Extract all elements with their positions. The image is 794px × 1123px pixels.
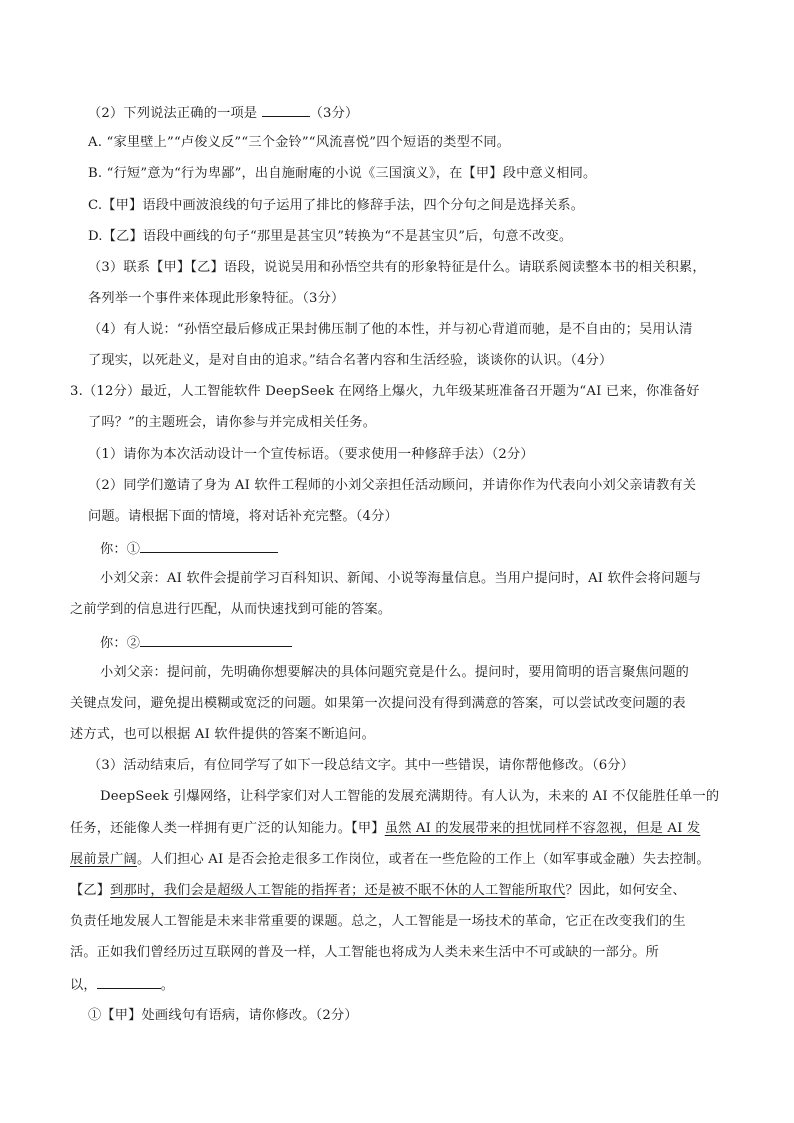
speaker-label: 你：② [100,636,141,651]
underlined-sentence-jia: 虽然 AI 的发展带来的担忧同样不容忽视，但是 AI 发 [384,821,701,836]
answer-blank-2[interactable] [140,632,292,647]
answer-blank-1[interactable] [140,538,278,553]
underlined-sentence-jia-end: 展前景广阔 [70,852,137,867]
question-text: （2）下列说法正确的一项是 [88,106,262,121]
summary-para-line3 [70,850,710,870]
summary-text: 以， [70,978,97,993]
summary-text: ？因此，如何安全、 [565,883,686,898]
question-3-line1: 3.（12分）最近，人工智能软件 DeepSeek 在网络上爆火，九年级某班准备召开题为“AI 已来，你准备好 [70,384,700,399]
question-3-1: （1）请你为本次活动设计一个宣传标语。（要求使用一种修辞手法）（2分） [88,447,534,462]
summary-text: 。 [160,978,175,993]
summary-text: 任务，还能像人类一样拥有更广泛的认知能力。【甲】 [70,821,385,836]
question-2-2-stem [88,102,358,124]
question-2-3-line1: （3）联系【甲】【乙】语段，说说吴用和孙悟空共有的形象特征是什么。请联系阅读整本书的相关积累， [88,260,706,275]
dialogue-father-1-line2: 之前学到的信息进行匹配，从而快速找到可能的答案。 [70,602,392,617]
question-2-4-line2: 了现实，以死赴义，是对自由的追求。”结合名著内容和生活经验，谈谈你的认识。（4分） [88,353,613,368]
underlined-sentence-yi: 到那时，我们会是超级人工智能的指挥者；还是被不眠不休的人工智能所取代 [110,883,566,898]
summary-text: 【乙】 [70,883,111,898]
question-3-line2: 了吗？”的主题班会，请你参与并完成相关任务。 [88,415,377,430]
question-score: （3分） [309,106,359,121]
answer-blank[interactable] [262,102,310,117]
dialogue-father-1-line1: 小刘父亲：AI 软件会提前学习百科知识、新闻、小说等海量信息。当用户提问时，AI 软件会将问题与 [100,571,702,586]
dialogue-father-2-line2: 关键点发问，避免提出模糊或宽泛的问题。如果第一次提问没有得到满意的答案，可以尝试改变问题的表 [70,696,686,711]
dialogue-father-2-line3: 述方式，也可以根据 AI 软件提供的答案不断追问。 [70,727,376,742]
question-3-2-line2: 问题。请根据下面的情境，将对话补充完整。（4分） [88,509,398,524]
summary-para-line1: DeepSeek 引爆网络，让科学家们对人工智能的发展充满期待。有人认为，未来的 AI 不仅能胜任单一的 [100,789,720,804]
question-3-3: （3）活动结束后，有位同学写了如下一段总结文字。其中一些错误，请你帮他修改。（6分） [88,758,635,773]
speaker-label: 你：① [100,542,141,557]
option-c: C.【甲】语段中画波浪线的句子运用了排比的修辞手法，四个分句之间是选择关系。 [88,198,585,213]
summary-para-line2 [70,819,700,839]
question-2-4-line1: （4）有人说：“孙悟空最后修成正果封佛压制了他的本性，并与初心背道而驰，是不自由的；吴用认清 [88,322,693,337]
option-d: D.【乙】语段中画线的句子“那里是甚宝贝”转换为“不是甚宝贝”后，句意不改变。 [88,229,573,244]
summary-text: 。人们担心 AI 是否会抢走很多工作岗位，或者在一些危险的工作上（如军事或金融）失去控制。 [136,852,710,867]
summary-para-line7 [70,974,174,996]
option-a: A. “家里壁上”“卢俊义反”“三个金铃”“风流喜悦”四个短语的类型不同。 [88,135,511,150]
dialogue-father-2-line1: 小刘父亲：提问前，先明确你想要解决的具体问题究竟是什么。提问时，要用简明的语言聚焦问题的 [100,665,690,680]
dialogue-you-1 [100,538,278,560]
answer-blank-3[interactable] [97,974,161,989]
option-b: B. “行短”意为“行为卑鄙”，出自施耐庵的小说《三国演义》，在【甲】段中意义相同。 [88,166,597,181]
summary-para-line5: 负责任地发展人工智能是未来非常重要的课题。总之，人工智能是一场技术的革命，它正在改变我们的生 [70,914,686,929]
dialogue-you-2 [100,632,292,654]
summary-para-line4 [70,881,686,901]
summary-para-line6: 活。正如我们曾经历过互联网的普及一样，人工智能也将成为人类未来生活中不可或缺的一部分。所 [70,945,660,960]
question-3-2-line1: （2）同学们邀请了身为 AI 软件工程师的小刘父亲担任活动顾问，并请你作为代表向小刘父亲请教有关 [88,478,697,493]
task-1: ①【甲】处画线句有语病，请你修改。（2分） [88,1008,358,1023]
question-2-3-line2: 各列举一个事件来体现此形象特征。（3分） [88,291,345,306]
